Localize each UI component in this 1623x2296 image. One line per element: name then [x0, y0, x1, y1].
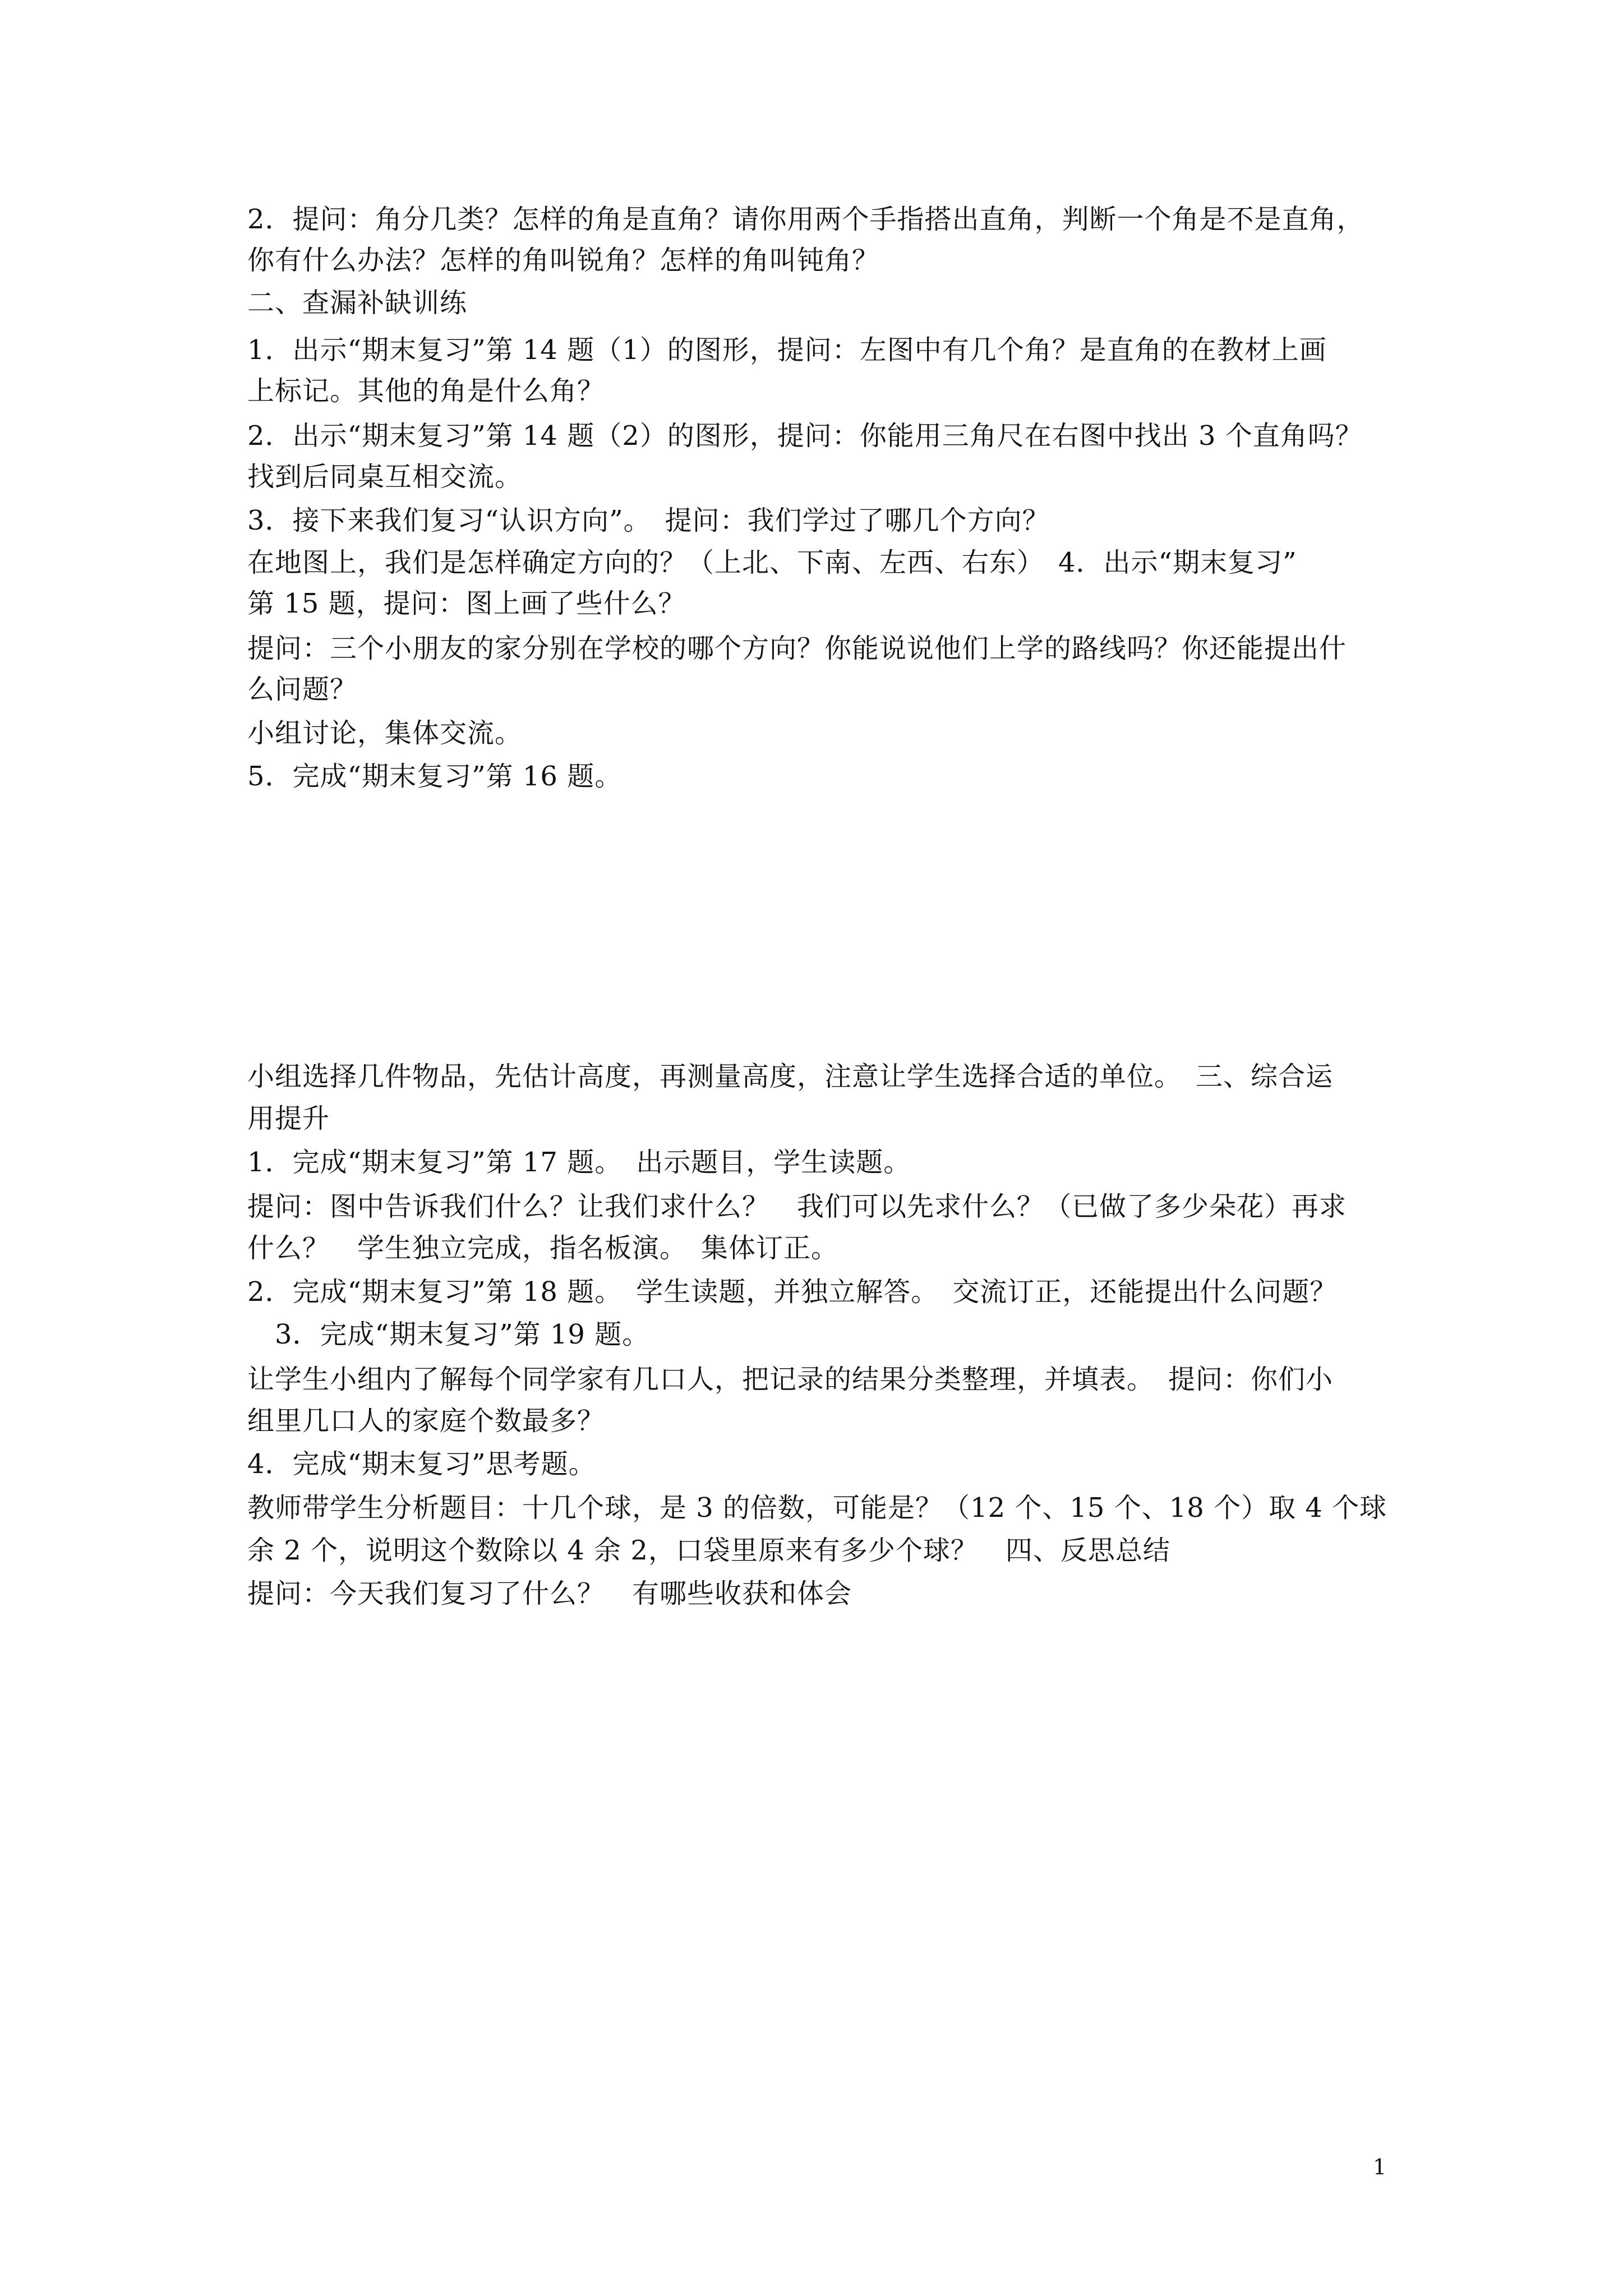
- page-number: 1: [1373, 2155, 1387, 2179]
- text-line: 让学生小组内了解每个同学家有几口人，把记录的结果分类整理，并填表。 提问：你们小: [247, 1364, 1334, 1395]
- text-line: 2．出示“期末复习”第 14 题（2）的图形，提问：你能用三角尺在右图中找出 3 个直角吗？: [247, 420, 1363, 452]
- text-line: 提问：图中告诉我们什么？让我们求什么？ 我们可以先求什么？（已做了多少朵花）再求: [247, 1191, 1347, 1222]
- text-line: 1．完成“期末复习”第 17 题。 出示题目，学生读题。: [247, 1147, 911, 1178]
- text-line: 2．提问：角分几类？怎样的角是直角？请你用两个手指搭出直角，判断一个角是不是直角，: [247, 204, 1364, 235]
- text-line: 4．完成“期末复习”思考题。: [247, 1448, 596, 1480]
- text-line: 5．完成“期末复习”第 16 题。: [247, 761, 623, 792]
- text-line: 余 2 个，说明这个数除以 4 余 2，口袋里原来有多少个球？ 四、反思总结: [247, 1535, 1170, 1566]
- section-heading: 用提升: [247, 1103, 330, 1134]
- text-line: 什么？ 学生独立完成，指名板演。 集体订正。: [247, 1232, 839, 1264]
- text-line: 2．完成“期末复习”第 18 题。 学生读题，并独立解答。 交流订正，还能提出什么问题？: [247, 1276, 1338, 1308]
- text-line: 提问：今天我们复习了什么？ 有哪些收获和体会: [247, 1578, 852, 1609]
- section-heading: 二、查漏补缺训练: [247, 287, 468, 319]
- text-line: 么问题？: [247, 674, 358, 705]
- text-line: 1．出示“期末复习”第 14 题（1）的图形，提问：左图中有几个角？是直角的在教材上画: [247, 334, 1327, 366]
- text-line: 组里几口人的家庭个数最多？: [247, 1405, 605, 1437]
- text-line: 在地图上，我们是怎样确定方向的？（上北、下南、左西、右东） 4．出示“期末复习”: [247, 547, 1297, 578]
- text-line: 第 15 题，提问：图上画了些什么？: [247, 588, 686, 619]
- text-line: 提问：三个小朋友的家分别在学校的哪个方向？你能说说他们上学的路线吗？你还能提出什: [247, 633, 1347, 664]
- text-line: 你有什么办法？怎样的角叫锐角？怎样的角叫钝角？: [247, 245, 880, 276]
- text-line: 3．完成“期末复习”第 19 题。: [247, 1319, 650, 1350]
- text-line: 上标记。其他的角是什么角？: [247, 375, 605, 407]
- text-line: 小组讨论，集体交流。: [247, 717, 523, 749]
- text-line: 教师带学生分析题目：十几个球，是 3 的倍数，可能是？（12 个、15 个、18 个）取 4 个球: [247, 1492, 1387, 1524]
- text-line: 3．接下来我们复习“认识方向”。 提问：我们学过了哪几个方向？: [247, 505, 1050, 536]
- text-line: 找到后同桌互相交流。: [247, 461, 523, 493]
- text-line: 小组选择几件物品，先估计高度，再测量高度，注意让学生选择合适的单位。 三、综合运: [247, 1061, 1334, 1092]
